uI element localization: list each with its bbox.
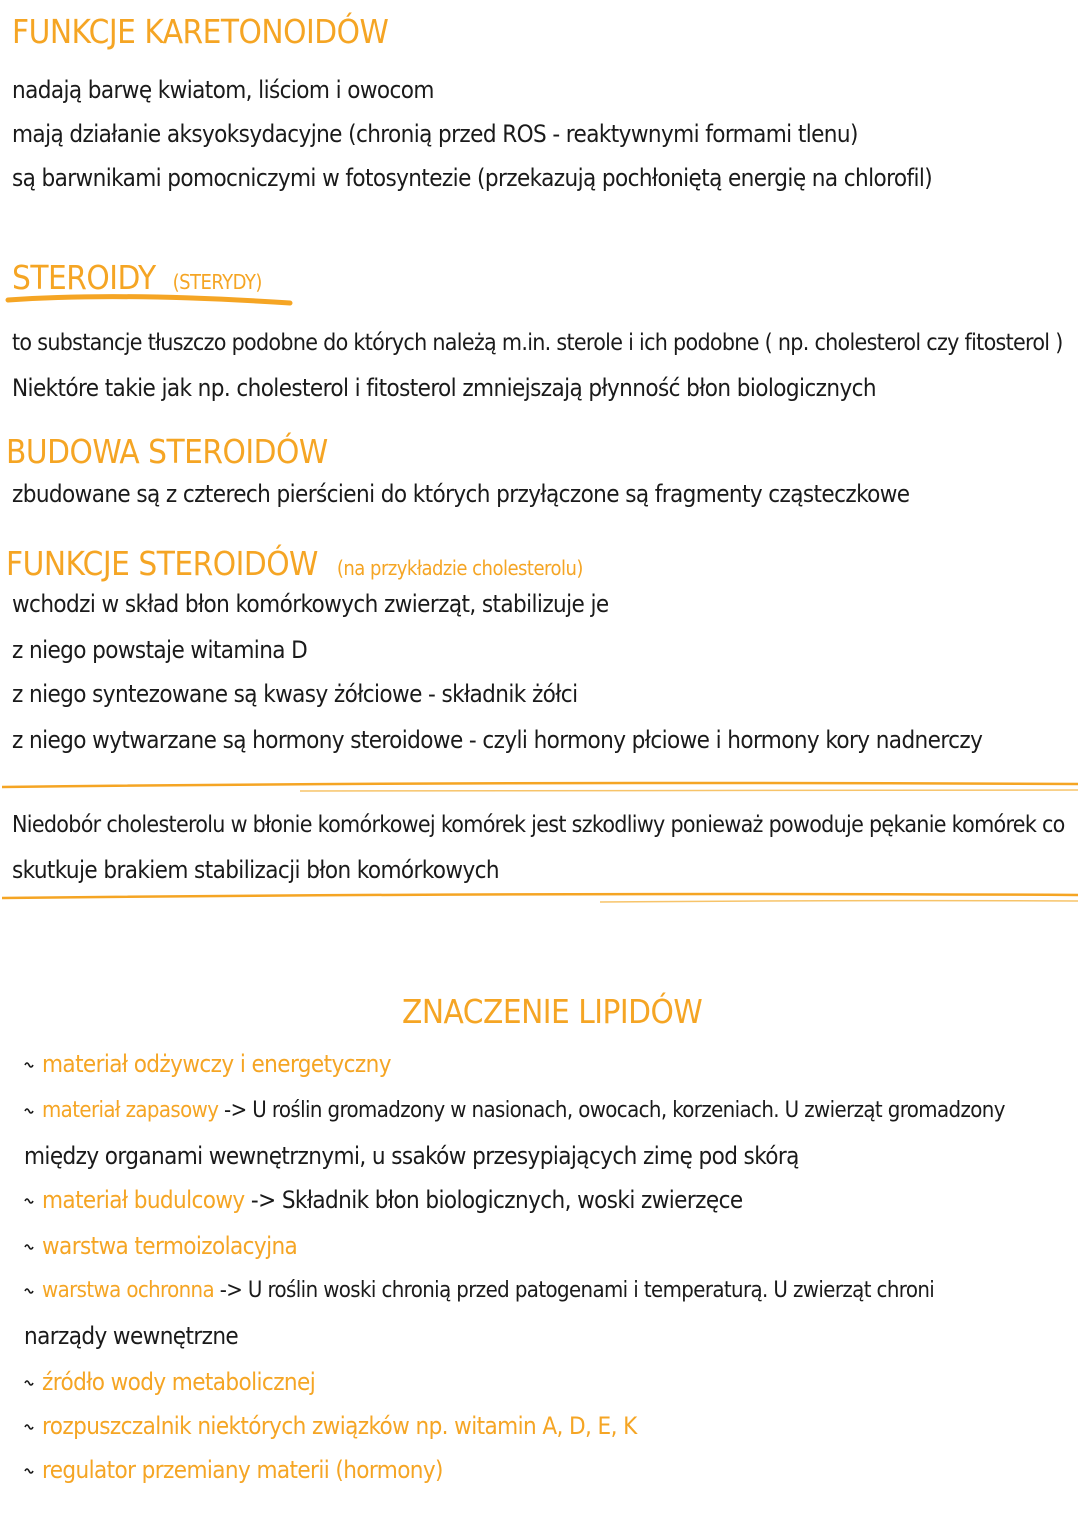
lipid-item (24, 1050, 391, 1078)
lipid-item (24, 1098, 1005, 1123)
steroids-line-1: to substancje tłuszczo podobne do których należą m.in. sterole i ich podobne ( np. cholesterol czy fitosterol ) (12, 330, 1063, 356)
lipid-item (24, 1368, 315, 1396)
divider-bottom (2, 894, 1078, 898)
bullet-icon (24, 1379, 34, 1387)
lipids-title: ZNACZENIE LIPIDÓW (402, 992, 703, 1031)
lipid-item-description: -> Składnik błon biologicznych, woski zwierzęce (244, 1186, 743, 1214)
functions-title (6, 544, 583, 583)
lipid-item-continuation: narządy wewnętrzne (24, 1322, 239, 1350)
functions-title-text: FUNKCJE STEROIDÓW (6, 544, 318, 583)
lipid-item (24, 1186, 743, 1214)
lipid-item-term: materiał odżywczy i energetyczny (42, 1050, 391, 1078)
lipid-item-term: materiał zapasowy (42, 1098, 219, 1123)
steroids-line-2: Niektóre takie jak np. cholesterol i fitosterol zmniejszają płynność błon biologicznych (12, 374, 876, 402)
lipid-item (24, 1142, 799, 1170)
lipid-item (24, 1322, 238, 1350)
carotenoids-line-1: nadają barwę kwiatom, liściom i owocom (12, 76, 434, 104)
steroids-title (12, 258, 262, 297)
lipid-item (24, 1278, 934, 1303)
functions-subtitle: (na przykładzie cholesterolu) (336, 556, 583, 580)
lipid-item-term: warstwa ochronna (42, 1278, 215, 1303)
lipid-item-description: -> U roślin woski chronią przed patogenami i temperaturą. U zwierząt chroni (214, 1278, 935, 1303)
bullet-icon (24, 1467, 34, 1475)
lipid-item (24, 1232, 297, 1260)
carotenoids-title: FUNKCJE KARETONOIDÓW (12, 12, 389, 51)
structure-title: BUDOWA STEROIDÓW (6, 432, 328, 471)
bullet-icon (24, 1287, 34, 1295)
lipid-item-term: źródło wody metabolicznej (42, 1368, 316, 1396)
bullet-icon (24, 1061, 34, 1069)
bullet-icon (24, 1243, 34, 1251)
lipid-item (24, 1456, 443, 1484)
lipid-item (24, 1412, 637, 1440)
structure-line: zbudowane są z czterech pierścieni do których przyłączone są fragmenty cząsteczkowe (12, 480, 910, 508)
steroids-subtitle: (STERYDY) (172, 270, 262, 294)
steroids-title-text: STEROIDY (12, 258, 156, 297)
carotenoids-line-3: są barwnikami pomocniczymi w fotosyntezie (przekazują pochłoniętą energię na chlorofil) (12, 164, 933, 192)
note-line-1: Niedobór cholesterolu w błonie komórkowej komórek jest szkodliwy ponieważ powoduje pękanie komórek co (12, 812, 1065, 838)
functions-line-4: z niego wytwarzane są hormony steroidowe - czyli hormony płciowe i hormony kory nadnerczy (12, 726, 983, 754)
note-line-2: skutkuje brakiem stabilizacji błon komórkowych (12, 856, 500, 884)
lipid-item-term: regulator przemiany materii (hormony) (42, 1456, 443, 1484)
functions-line-3: z niego syntezowane są kwasy żółciowe - składnik żółci (12, 680, 578, 708)
divider-top-2 (300, 790, 1078, 791)
lipid-item-term: materiał budulcowy (42, 1186, 245, 1214)
lipid-item-continuation: między organami wewnętrznymi, u ssaków przesypiających zimę pod skórą (24, 1142, 799, 1170)
bullet-icon (24, 1423, 34, 1431)
divider-top (2, 783, 1078, 787)
carotenoids-line-2: mają działanie aksyoksydacyjne (chronią przed ROS - reaktywnymi formami tlenu) (12, 120, 858, 148)
divider-bottom-2 (600, 901, 1078, 902)
steroidy-underline (8, 297, 290, 303)
bullet-icon (24, 1197, 34, 1205)
lipid-item-term: warstwa termoizolacyjna (42, 1232, 298, 1260)
lipid-item-description: -> U roślin gromadzony w nasionach, owocach, korzeniach. U zwierząt gromadzony (218, 1098, 1005, 1123)
lipid-item-term: rozpuszczalnik niektórych związków np. witamin A, D, E, K (42, 1412, 637, 1440)
functions-line-2: z niego powstaje witamina D (12, 636, 308, 664)
functions-line-1: wchodzi w skład błon komórkowych zwierząt, stabilizuje je (12, 590, 609, 618)
bullet-icon (24, 1107, 34, 1115)
